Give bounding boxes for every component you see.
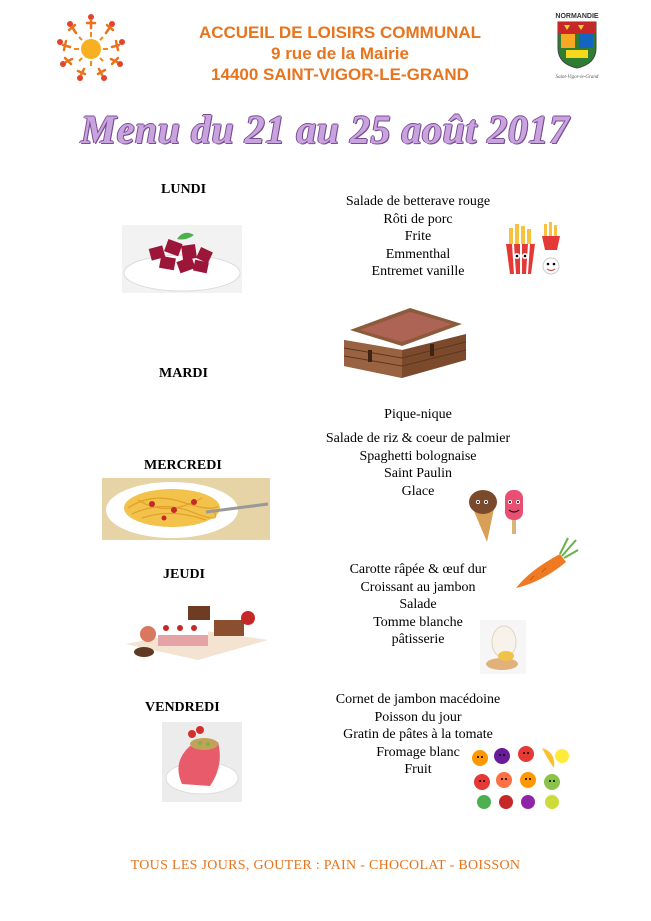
boiled-egg-photo — [480, 620, 526, 674]
menu-item: Glace — [401, 483, 435, 499]
menu-item: Croissant au jambon — [360, 579, 476, 595]
menu-item: Cornet de jambon macédoine — [335, 692, 501, 707]
menu-item: Frite — [404, 229, 432, 245]
organization-name: ACCUEIL DE LOISIRS COMMUNAL — [198, 23, 482, 42]
menu-item: Entremet vanille — [371, 264, 465, 280]
fries-cartoon-icon — [503, 220, 565, 278]
beetroot-salad-photo — [122, 225, 242, 293]
carrot-icon — [510, 536, 580, 594]
menu-item: Carotte râpée & œuf dur — [349, 562, 487, 577]
menu-item: Emmenthal — [385, 246, 451, 262]
menu-item: Salade de betterave rouge — [345, 194, 491, 209]
day-wednesday-label: MERCREDI — [144, 458, 222, 473]
menu-item: Saint Paulin — [383, 466, 453, 482]
menu-monday — [318, 193, 518, 281]
sun-children-logo — [52, 12, 130, 84]
menu-item: Salade — [399, 597, 437, 613]
menu-tuesday — [318, 406, 518, 424]
address-city: 14400 SAINT-VIGOR-LE-GRAND — [211, 65, 469, 84]
day-tuesday-label: MARDI — [159, 366, 208, 381]
spaghetti-photo — [102, 478, 270, 540]
menu-item: Tomme blanche — [373, 614, 463, 630]
snack-footer: TOUS LES JOURS, GOUTER : PAIN - CHOCOLAT - BOISSON — [130, 858, 521, 873]
menu-item: Fruit — [404, 762, 432, 778]
menu-item: pâtisserie — [391, 632, 445, 648]
menu-item: Fromage blanc — [376, 744, 460, 760]
menu-item: Gratin de pâtes à la tomate — [343, 727, 493, 743]
address-street: 9 rue de la Mairie — [271, 44, 409, 63]
coat-of-arms-icon — [552, 20, 602, 70]
normandie-crest — [552, 13, 602, 83]
menu-item: Salade de riz & coeur de palmier — [325, 431, 511, 446]
day-friday-label: VENDREDI — [145, 700, 220, 715]
menu-item: Poisson du jour — [374, 709, 462, 725]
menu-item: Pique-nique — [384, 407, 452, 422]
fruits-cartoon-icon — [470, 742, 570, 810]
menu-title: Menu du 21 au 25 août 2017 — [80, 107, 570, 152]
pastries-photo — [118, 600, 276, 672]
day-thursday-label: JEUDI — [163, 567, 206, 582]
menu-item: Spaghetti bolognaise — [359, 448, 477, 464]
day-monday-label: LUNDI — [161, 182, 207, 197]
picnic-basket-photo — [340, 300, 470, 380]
crest-caption: Saint-Vigor-le-Grand — [555, 75, 599, 80]
crest-label: NORMANDIE — [555, 13, 599, 20]
menu-item: Rôti de porc — [383, 211, 453, 227]
ham-roll-photo — [162, 722, 242, 802]
